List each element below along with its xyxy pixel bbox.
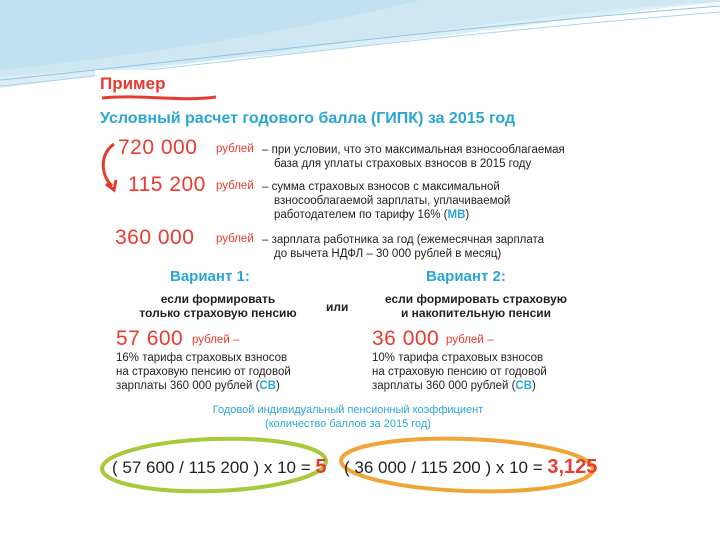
variant-1-condition: если формировать только страховую пенсию xyxy=(139,292,297,320)
variant-1-line-3: зарплаты 360 000 рублей (СВ) xyxy=(116,380,280,392)
page-title: Пример xyxy=(100,74,166,93)
amount-360000: 360 000 xyxy=(115,226,195,249)
row1-text-2: база для уплаты страховых взносов в 2015 году xyxy=(274,158,532,170)
variant-2-line-1: 10% тарифа страховых взносов xyxy=(372,352,544,364)
amount-720000: 720 000 xyxy=(118,136,198,159)
variant-2-line-3: зарплаты 360 000 рублей (СВ) xyxy=(372,380,536,392)
row2-text-2: взносооблагаемой зарплаты, уплачиваемой xyxy=(274,195,511,207)
tag-sv-1: СВ xyxy=(259,380,277,392)
tag-mv: МВ xyxy=(447,209,466,221)
variant-1-line-2: на страховую пенсию от годовой xyxy=(116,366,291,378)
amount-36000: 36 000 xyxy=(372,327,440,350)
or-label: или xyxy=(326,300,349,314)
page-subtitle: Условный расчет годового балла (ГИПК) за 2015 год xyxy=(100,110,516,127)
row2-text-1: – сумма страховых взносов с максимальной xyxy=(262,181,500,193)
variant-2-title: Вариант 2: xyxy=(426,268,506,285)
unit-rub-2: рублей xyxy=(216,180,254,192)
variant-2-condition: если формировать страховую и накопительную пенсии xyxy=(384,292,568,320)
variant-1-line-1: 16% тарифа страховых взносов xyxy=(116,352,288,364)
variant-2-unit: рублей – xyxy=(446,334,494,346)
tag-sv-2: СВ xyxy=(515,380,533,392)
red-underline-stroke xyxy=(100,92,220,104)
amount-115200: 115 200 xyxy=(128,173,206,196)
amount-57600: 57 600 xyxy=(116,327,184,350)
unit-rub-3: рублей xyxy=(216,233,254,245)
row2-text-3: работодателем по тарифу 16% (МВ) xyxy=(274,209,470,221)
ipk-caption-line-1: Годовой индивидуальный пенсионный коэффициент xyxy=(212,404,484,416)
variant-2-line-2: на страховую пенсию от годовой xyxy=(372,366,547,378)
unit-rub-1: рублей xyxy=(216,143,254,155)
formula-2: ( 36 000 / 115 200 ) х 10 = 3,125 xyxy=(344,456,598,478)
formula-1: ( 57 600 / 115 200 ) х 10 = 5 xyxy=(112,456,327,478)
row3-text-2: до вычета НДФЛ – 30 000 рублей в месяц) xyxy=(274,248,502,260)
variant-1-unit: рублей – xyxy=(192,334,240,346)
row3-text-1: – зарплата работника за год (ежемесячная зарплата xyxy=(262,234,545,246)
result-2: 3,125 xyxy=(547,456,598,478)
result-1: 5 xyxy=(315,456,327,478)
ipk-caption-line-2: (количество баллов за 2015 год) xyxy=(265,418,431,430)
row1-text-1: – при условии, что это максимальная взносооблагаемая xyxy=(262,144,565,156)
variant-1-title: Вариант 1: xyxy=(170,268,250,285)
